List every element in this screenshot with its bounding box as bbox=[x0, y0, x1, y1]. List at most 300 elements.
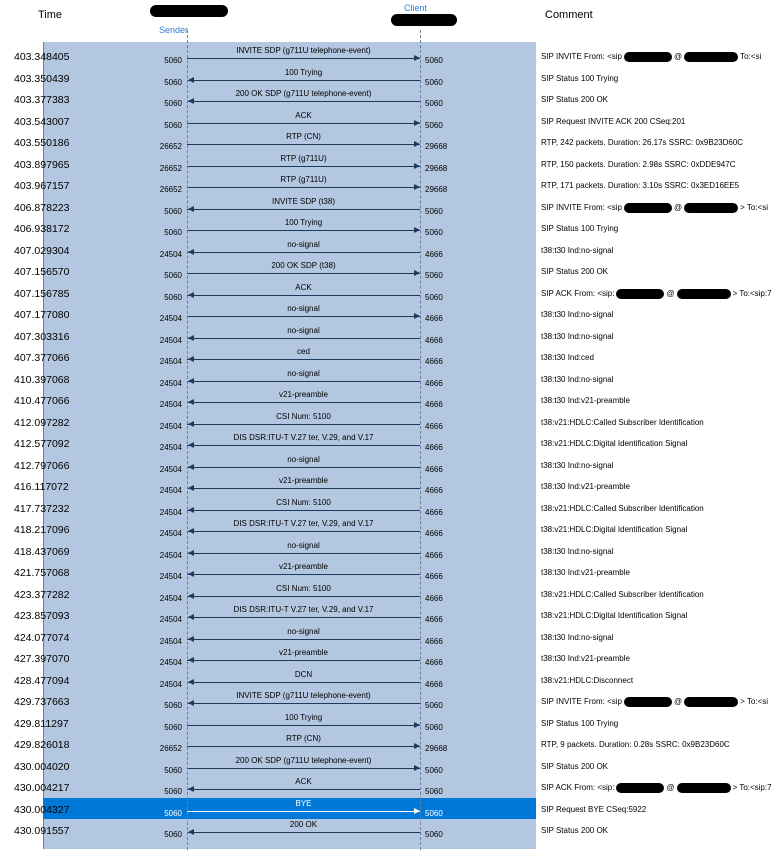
row-comment bbox=[541, 288, 772, 299]
row-time: 430.004217 bbox=[14, 782, 70, 794]
sender-label: Sender bbox=[159, 25, 189, 35]
comment-text: SIP Status 200 OK bbox=[541, 761, 609, 771]
message-label: RTP (CN) bbox=[286, 132, 321, 141]
row-time: 430.004020 bbox=[14, 760, 70, 773]
message-label: INVITE SDP (t38) bbox=[272, 196, 335, 206]
comment-text: SIP Request INVITE ACK 200 CSeq:201 bbox=[541, 116, 686, 126]
source-port: 5060 bbox=[164, 830, 182, 839]
flow-row[interactable] bbox=[0, 88, 759, 110]
message-label: no-signal bbox=[287, 239, 320, 249]
message-arrow bbox=[187, 703, 420, 704]
flow-row[interactable] bbox=[0, 282, 772, 304]
row-comment bbox=[541, 246, 759, 255]
comment-tail-text: > To:<sip:7 bbox=[732, 783, 772, 793]
source-port: 24504 bbox=[159, 249, 182, 259]
comment-text: SIP INVITE From: <sip bbox=[541, 697, 622, 707]
comment-separator: @ bbox=[673, 697, 683, 707]
row-time: 403.897965 bbox=[14, 158, 70, 171]
flow-row[interactable] bbox=[0, 776, 772, 798]
row-time: 427.397070 bbox=[14, 653, 70, 665]
source-port: 24504 bbox=[159, 378, 182, 388]
redaction-mark bbox=[684, 203, 738, 213]
message-label: DIS DSR:ITU-T V.27 ter, V.29, and V.17 bbox=[233, 605, 374, 614]
destination-port: 4666 bbox=[425, 357, 443, 366]
source-port: 24504 bbox=[159, 658, 182, 667]
row-time: 412.797066 bbox=[14, 459, 70, 472]
flow-row[interactable] bbox=[0, 540, 759, 562]
source-port: 5060 bbox=[164, 292, 182, 302]
flow-row[interactable] bbox=[0, 196, 768, 218]
destination-port: 5060 bbox=[425, 787, 443, 796]
message-arrow bbox=[187, 80, 420, 81]
source-port: 24504 bbox=[159, 421, 182, 431]
comment-text: t38:t30 Ind:v21-preamble bbox=[541, 568, 630, 577]
message-arrow bbox=[187, 338, 420, 339]
message-label: DIS DSR:ITU-T V.27 ter, V.29, and V.17 bbox=[233, 519, 374, 528]
message-label: 100 Trying bbox=[284, 218, 323, 227]
comment-text: SIP ACK From: <sip: bbox=[541, 783, 615, 793]
message-label: BYE bbox=[295, 798, 312, 808]
row-comment bbox=[541, 633, 759, 642]
flow-row[interactable] bbox=[0, 690, 768, 712]
flow-row[interactable] bbox=[0, 239, 759, 261]
destination-port: 5060 bbox=[425, 99, 443, 108]
comment-text: SIP Status 200 OK bbox=[541, 267, 609, 276]
comment-text: t38:t30 Ind:no-signal bbox=[541, 632, 614, 642]
message-arrow bbox=[187, 553, 420, 554]
row-comment bbox=[541, 160, 759, 169]
destination-port: 4666 bbox=[425, 464, 443, 474]
flow-row[interactable] bbox=[0, 454, 759, 476]
destination-port: 5060 bbox=[425, 292, 443, 302]
message-arrow bbox=[187, 768, 420, 769]
message-arrow bbox=[187, 445, 420, 446]
arrowhead-icon bbox=[188, 571, 194, 577]
row-comment bbox=[541, 654, 759, 663]
message-label: no-signal bbox=[287, 454, 320, 464]
row-comment bbox=[541, 138, 759, 147]
flow-row[interactable] bbox=[0, 475, 759, 497]
flow-row[interactable] bbox=[0, 755, 759, 777]
row-comment bbox=[541, 267, 759, 276]
destination-port: 4666 bbox=[425, 679, 443, 689]
flow-row[interactable] bbox=[0, 604, 759, 626]
message-label: ACK bbox=[295, 777, 312, 786]
row-comment bbox=[541, 676, 759, 685]
arrowhead-icon bbox=[188, 829, 194, 835]
source-port: 26652 bbox=[159, 142, 182, 151]
flow-row[interactable] bbox=[0, 411, 759, 433]
source-port: 24504 bbox=[159, 486, 182, 495]
comment-text: RTP, 242 packets. Duration: 26.17s SSRC: 0x9B23D60C bbox=[541, 138, 744, 147]
destination-port: 5060 bbox=[425, 765, 443, 775]
time-column-header: Time bbox=[38, 9, 63, 21]
row-time: 403.350439 bbox=[14, 72, 70, 85]
comment-text: t38:v21:HDLC:Called Subscriber Identification bbox=[541, 589, 704, 599]
flow-row[interactable] bbox=[0, 45, 762, 67]
destination-port: 4666 bbox=[425, 421, 443, 431]
sender-name-redacted bbox=[150, 5, 228, 17]
source-port: 24504 bbox=[159, 636, 182, 646]
destination-port: 5060 bbox=[425, 830, 443, 839]
message-arrow bbox=[187, 230, 420, 231]
row-time: 424.077074 bbox=[14, 631, 70, 644]
row-time: 418.217096 bbox=[14, 524, 70, 536]
row-time: 430.004327 bbox=[14, 803, 70, 816]
row-comment bbox=[541, 590, 759, 599]
message-arrow bbox=[187, 402, 420, 403]
source-port: 24504 bbox=[159, 464, 182, 474]
message-arrow bbox=[187, 381, 420, 382]
comment-text: t38:t30 Ind:no-signal bbox=[541, 546, 614, 556]
comment-text: t38:t30 Ind:no-signal bbox=[541, 374, 614, 384]
message-arrow bbox=[187, 273, 420, 274]
flow-row[interactable] bbox=[0, 346, 759, 368]
arrowhead-icon bbox=[188, 206, 194, 212]
flow-row[interactable] bbox=[0, 110, 759, 132]
message-arrow bbox=[187, 531, 420, 532]
source-port: 24504 bbox=[159, 550, 182, 560]
row-comment bbox=[541, 504, 759, 513]
destination-port: 4666 bbox=[425, 314, 443, 323]
message-label: v21-preamble bbox=[279, 562, 328, 571]
row-comment bbox=[541, 418, 759, 427]
message-arrow bbox=[187, 467, 420, 468]
flow-row[interactable] bbox=[0, 432, 759, 454]
destination-port: 5060 bbox=[425, 206, 443, 216]
message-arrow bbox=[187, 424, 420, 425]
arrowhead-icon bbox=[188, 421, 194, 427]
destination-port: 4666 bbox=[425, 378, 443, 388]
destination-port: 5060 bbox=[425, 56, 443, 65]
message-label: 200 OK SDP (g711U telephone-event) bbox=[235, 755, 372, 765]
destination-port: 5060 bbox=[425, 120, 443, 130]
row-comment bbox=[541, 310, 759, 319]
comment-column-header: Comment bbox=[545, 9, 593, 21]
comment-text: SIP Status 100 Trying bbox=[541, 73, 619, 83]
message-arrow bbox=[187, 58, 420, 59]
flow-row[interactable] bbox=[0, 583, 759, 605]
source-port: 24504 bbox=[159, 593, 182, 603]
client-lifeline bbox=[420, 30, 421, 850]
message-arrow bbox=[187, 574, 420, 575]
comment-text: t38:t30 Ind:no-signal bbox=[541, 310, 614, 319]
arrowhead-icon bbox=[188, 335, 194, 341]
arrowhead-icon bbox=[188, 378, 194, 384]
source-port: 24504 bbox=[159, 357, 182, 366]
message-label: CSI Num: 5100 bbox=[276, 497, 331, 507]
destination-port: 4666 bbox=[425, 507, 443, 517]
row-time: 403.377383 bbox=[14, 94, 70, 106]
row-comment bbox=[541, 783, 772, 793]
flow-row[interactable] bbox=[0, 561, 759, 583]
flow-row[interactable] bbox=[0, 303, 759, 325]
row-time: 429.826018 bbox=[14, 739, 70, 751]
row-time: 423.377282 bbox=[14, 588, 70, 601]
comment-text: t38:t30 Ind:v21-preamble bbox=[541, 482, 630, 491]
message-label: INVITE SDP (g711U telephone-event) bbox=[236, 691, 371, 700]
arrowhead-icon bbox=[188, 98, 194, 104]
comment-separator: @ bbox=[666, 783, 675, 793]
arrowhead-icon bbox=[188, 77, 194, 83]
arrowhead-icon bbox=[188, 507, 194, 513]
destination-port: 4666 bbox=[425, 593, 443, 603]
message-label: RTP (g711U) bbox=[280, 153, 327, 163]
comment-separator: @ bbox=[666, 288, 675, 298]
destination-port: 29668 bbox=[425, 163, 448, 173]
comment-text: t38:t30 Ind:no-signal bbox=[541, 331, 614, 341]
message-arrow bbox=[187, 682, 420, 683]
row-comment bbox=[541, 826, 759, 835]
message-label: RTP (CN) bbox=[286, 734, 321, 743]
comment-text: t38:v21:HDLC:Called Subscriber Identification bbox=[541, 503, 704, 513]
redaction-mark bbox=[616, 783, 664, 793]
message-label: ACK bbox=[295, 282, 312, 292]
row-comment bbox=[541, 611, 759, 620]
comment-tail-text: > To:<si bbox=[740, 697, 768, 707]
comment-text: RTP, 150 packets. Duration: 2.98s SSRC: 0xDDE947C bbox=[541, 159, 736, 169]
message-label: CSI Num: 5100 bbox=[276, 583, 331, 593]
source-port: 24504 bbox=[159, 572, 182, 581]
row-time: 403.550186 bbox=[14, 137, 70, 149]
row-time: 403.348405 bbox=[14, 51, 70, 63]
comment-text: RTP, 9 packets. Duration: 0.28s SSRC: 0x9B23D60C bbox=[541, 740, 730, 749]
comment-text: SIP Status 100 Trying bbox=[541, 718, 619, 728]
source-port: 5060 bbox=[164, 56, 182, 65]
arrowhead-icon bbox=[188, 679, 194, 685]
comment-text: t38:v21:HDLC:Digital Identification Signal bbox=[541, 525, 688, 534]
message-arrow bbox=[187, 144, 420, 145]
flow-row[interactable] bbox=[0, 174, 759, 196]
message-label: v21-preamble bbox=[279, 476, 328, 485]
message-label: no-signal bbox=[287, 304, 320, 313]
source-port: 5060 bbox=[164, 77, 182, 87]
message-arrow bbox=[187, 252, 420, 253]
source-port: 24504 bbox=[159, 400, 182, 409]
row-comment bbox=[541, 181, 759, 190]
comment-text: t38:v21:HDLC:Called Subscriber Identification bbox=[541, 417, 704, 427]
source-port: 24504 bbox=[159, 314, 182, 323]
arrowhead-icon bbox=[188, 593, 194, 599]
flow-row[interactable] bbox=[0, 67, 759, 89]
comment-text: RTP, 171 packets. Duration: 3.10s SSRC: 0x3ED16EE5 bbox=[541, 181, 740, 190]
message-label: 200 OK SDP (t38) bbox=[271, 261, 336, 270]
flow-row[interactable] bbox=[0, 389, 759, 411]
arrowhead-icon bbox=[188, 614, 194, 620]
row-comment bbox=[541, 52, 762, 62]
flow-row[interactable] bbox=[0, 260, 759, 282]
message-label: 100 Trying bbox=[284, 67, 323, 77]
message-arrow bbox=[187, 187, 420, 188]
message-label: 200 OK bbox=[289, 820, 318, 829]
message-arrow bbox=[187, 832, 420, 833]
flow-row[interactable] bbox=[0, 669, 759, 691]
source-port: 5060 bbox=[164, 722, 182, 732]
comment-text: SIP INVITE From: <sip bbox=[541, 52, 622, 62]
sender-lifeline bbox=[187, 30, 188, 850]
row-comment bbox=[541, 95, 759, 104]
message-label: no-signal bbox=[287, 540, 320, 550]
source-port: 5060 bbox=[164, 99, 182, 108]
destination-port: 4666 bbox=[425, 529, 443, 538]
flow-row[interactable] bbox=[0, 733, 759, 755]
row-comment bbox=[541, 482, 759, 491]
message-arrow bbox=[187, 660, 420, 661]
destination-port: 5060 bbox=[425, 228, 443, 237]
message-label: DCN bbox=[294, 669, 313, 679]
flow-row[interactable] bbox=[0, 798, 759, 820]
row-time: 407.177080 bbox=[14, 309, 70, 321]
destination-port: 5060 bbox=[425, 722, 443, 732]
arrowhead-icon bbox=[188, 550, 194, 556]
message-arrow bbox=[187, 789, 420, 790]
message-label: INVITE SDP (g711U telephone-event) bbox=[236, 46, 371, 55]
message-arrow bbox=[187, 596, 420, 597]
message-arrow bbox=[187, 811, 420, 812]
destination-port: 4666 bbox=[425, 486, 443, 495]
source-port: 5060 bbox=[164, 228, 182, 237]
row-time: 410.477066 bbox=[14, 395, 70, 407]
message-arrow bbox=[187, 510, 420, 511]
message-label: RTP (g711U) bbox=[280, 175, 327, 184]
row-time: 406.878223 bbox=[14, 201, 70, 214]
row-comment bbox=[541, 202, 768, 213]
source-port: 5060 bbox=[164, 701, 182, 710]
message-label: no-signal bbox=[287, 325, 320, 335]
row-time: 407.303316 bbox=[14, 330, 70, 343]
arrowhead-icon bbox=[188, 657, 194, 663]
row-time: 429.737663 bbox=[14, 696, 70, 708]
flow-row[interactable] bbox=[0, 647, 759, 669]
message-label: DIS DSR:ITU-T V.27 ter, V.29, and V.17 bbox=[233, 433, 374, 442]
arrowhead-icon bbox=[188, 528, 194, 534]
destination-port: 4666 bbox=[425, 658, 443, 667]
row-time: 407.377066 bbox=[14, 352, 70, 364]
row-time: 412.097282 bbox=[14, 416, 70, 429]
flow-row[interactable] bbox=[0, 626, 759, 648]
message-arrow bbox=[187, 123, 420, 124]
row-time: 428.477094 bbox=[14, 674, 70, 687]
row-comment bbox=[541, 740, 759, 749]
destination-port: 29668 bbox=[425, 185, 448, 194]
destination-port: 4666 bbox=[425, 572, 443, 581]
destination-port: 5060 bbox=[425, 808, 443, 818]
source-port: 24504 bbox=[159, 507, 182, 517]
source-port: 26652 bbox=[159, 163, 182, 173]
message-arrow bbox=[187, 746, 420, 747]
redaction-mark bbox=[624, 203, 672, 213]
row-time: 423.857093 bbox=[14, 610, 70, 622]
comment-text: t38:t30 Ind:v21-preamble bbox=[541, 396, 630, 405]
redaction-mark bbox=[624, 697, 672, 707]
destination-port: 5060 bbox=[425, 701, 443, 710]
message-label: 100 Trying bbox=[284, 712, 323, 722]
destination-port: 4666 bbox=[425, 550, 443, 560]
row-time: 406.938172 bbox=[14, 223, 70, 235]
row-time: 403.543007 bbox=[14, 115, 70, 128]
row-time: 430.091557 bbox=[14, 825, 70, 837]
comment-text: t38:t30 Ind:no-signal bbox=[541, 460, 614, 470]
flow-row[interactable] bbox=[0, 819, 759, 841]
row-comment bbox=[541, 332, 759, 341]
destination-port: 4666 bbox=[425, 443, 443, 452]
row-comment bbox=[541, 439, 759, 448]
redaction-mark bbox=[677, 783, 731, 793]
arrowhead-icon bbox=[188, 700, 194, 706]
comment-tail-text: > To:<si bbox=[740, 202, 768, 212]
message-arrow bbox=[187, 209, 420, 210]
flow-row[interactable] bbox=[0, 325, 759, 347]
flow-row[interactable] bbox=[0, 497, 759, 519]
row-time: 412.577092 bbox=[14, 438, 70, 450]
row-comment bbox=[541, 375, 759, 384]
message-label: v21-preamble bbox=[279, 648, 328, 657]
comment-text: SIP Status 200 OK bbox=[541, 95, 609, 104]
row-comment bbox=[541, 719, 759, 728]
comment-separator: @ bbox=[673, 202, 683, 212]
redaction-mark bbox=[624, 52, 672, 62]
arrowhead-icon bbox=[188, 636, 194, 642]
row-time: 429.811297 bbox=[14, 717, 69, 730]
flow-row[interactable] bbox=[0, 153, 759, 175]
comment-separator: @ bbox=[673, 52, 683, 62]
source-port: 5060 bbox=[164, 765, 182, 775]
destination-port: 4666 bbox=[425, 615, 443, 624]
comment-text: SIP INVITE From: <sip bbox=[541, 202, 622, 212]
comment-text: SIP Status 100 Trying bbox=[541, 224, 619, 233]
comment-text: SIP Request BYE CSeq:5922 bbox=[541, 804, 647, 814]
message-arrow bbox=[187, 295, 420, 296]
comment-tail-text: To:<si bbox=[740, 52, 762, 62]
redaction-mark bbox=[616, 289, 664, 299]
row-comment bbox=[541, 461, 759, 470]
source-port: 24504 bbox=[159, 529, 182, 538]
row-comment bbox=[541, 396, 759, 405]
row-comment bbox=[541, 117, 759, 126]
message-label: ced bbox=[297, 347, 310, 356]
flow-row[interactable] bbox=[0, 217, 759, 239]
flow-row[interactable] bbox=[0, 131, 759, 153]
client-label: Client bbox=[404, 3, 428, 13]
row-time: 421.757068 bbox=[14, 567, 70, 579]
row-comment bbox=[541, 547, 759, 556]
message-label: no-signal bbox=[287, 626, 320, 636]
arrowhead-icon bbox=[188, 786, 194, 792]
source-port: 5060 bbox=[164, 206, 182, 216]
row-time: 410.397068 bbox=[14, 373, 70, 386]
comment-text: t38:v21:HDLC:Digital Identification Signal bbox=[541, 439, 688, 448]
source-port: 5060 bbox=[164, 808, 182, 818]
flow-row[interactable] bbox=[0, 368, 759, 390]
comment-text: t38:t30 Ind:ced bbox=[541, 353, 594, 362]
row-time: 407.156570 bbox=[14, 266, 70, 278]
message-arrow bbox=[187, 359, 420, 360]
row-comment bbox=[541, 697, 768, 707]
message-label: no-signal bbox=[287, 368, 320, 378]
destination-port: 5060 bbox=[425, 77, 443, 87]
redaction-mark bbox=[684, 52, 738, 62]
comment-text: t38:t30 Ind:no-signal bbox=[541, 245, 614, 255]
message-arrow bbox=[187, 488, 420, 489]
flow-row[interactable] bbox=[0, 518, 759, 540]
destination-port: 4666 bbox=[425, 335, 443, 345]
message-arrow bbox=[187, 166, 420, 167]
row-time: 407.029304 bbox=[14, 244, 70, 257]
message-arrow bbox=[187, 639, 420, 640]
destination-port: 4666 bbox=[425, 249, 443, 259]
flow-row[interactable] bbox=[0, 712, 759, 734]
destination-port: 29668 bbox=[425, 744, 448, 753]
